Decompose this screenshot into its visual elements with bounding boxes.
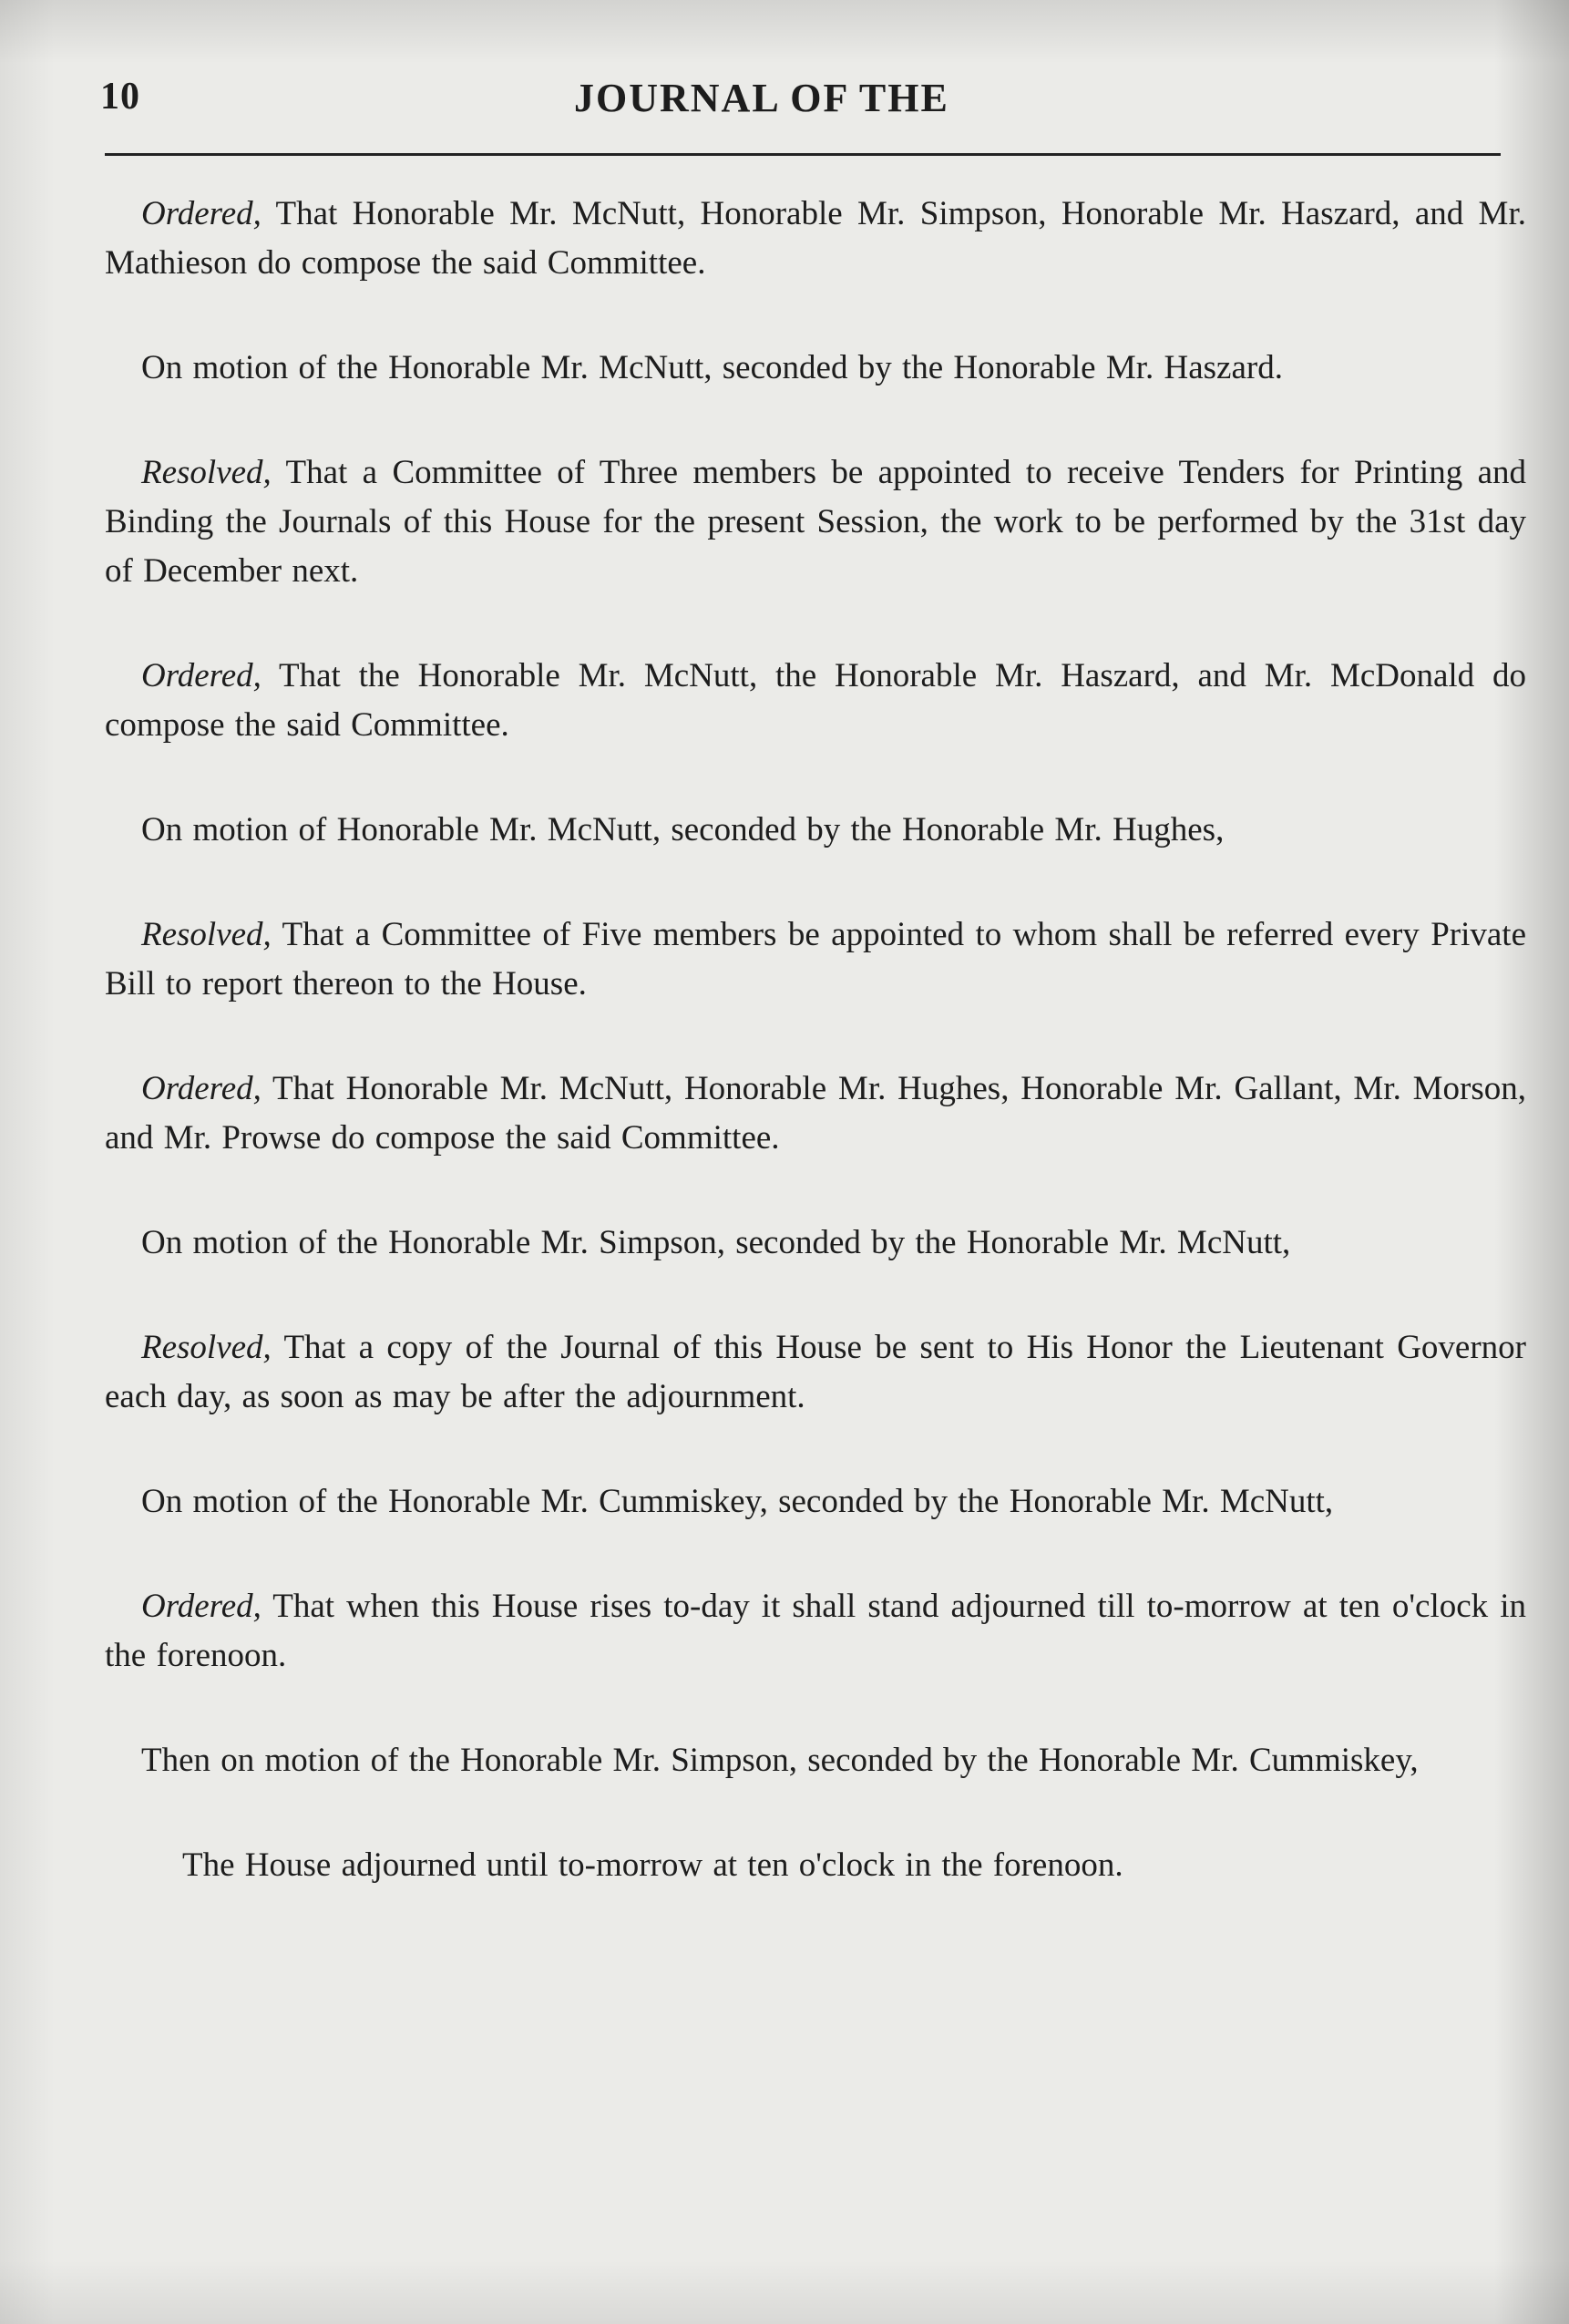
paragraph-resolved-tenders xyxy=(105,448,1526,596)
paragraph-ordered-adjournment xyxy=(105,1582,1526,1681)
paragraph-ordered-committee-2 xyxy=(105,652,1526,750)
paragraph-text: That Honorable Mr. McNutt, Honorable Mr. Hughes, Honorable Mr. Gallant, Mr. Morson, and Mr. Prowse do compose the said Committee. xyxy=(105,1070,1526,1157)
paragraph-text: On motion of the Honorable Mr. Simpson, seconded by the Honorable Mr. McNutt, xyxy=(141,1224,1291,1261)
paragraph-text: That when this House rises to-day it shall stand adjourned till to-morrow at ten o'clock in the forenoon. xyxy=(105,1588,1526,1674)
paragraph-motion-1 xyxy=(105,344,1526,393)
paragraph-ordered-committee-3 xyxy=(105,1064,1526,1163)
paragraph-house-adjourned xyxy=(105,1841,1526,1890)
paragraph-lead: Resolved, xyxy=(141,1329,272,1366)
paragraph-text: On motion of Honorable Mr. McNutt, seconded by the Honorable Mr. Hughes, xyxy=(141,811,1225,848)
paragraph-lead: Resolved, xyxy=(141,916,272,953)
running-title: JOURNAL OF THE xyxy=(574,76,949,120)
paragraph-motion-2 xyxy=(105,806,1526,855)
paragraph-lead: Ordered, xyxy=(141,195,262,232)
paragraph-lead: Resolved, xyxy=(141,454,272,491)
paragraph-ordered-committee-1 xyxy=(105,190,1526,288)
paragraph-text: Then on motion of the Honorable Mr. Simpson, seconded by the Honorable Mr. Cummiskey, xyxy=(141,1742,1419,1779)
paragraph-motion-3 xyxy=(105,1219,1526,1268)
paragraph-lead: Ordered, xyxy=(141,657,262,694)
paragraph-text: On motion of the Honorable Mr. Cummiskey, seconded by the Honorable Mr. McNutt, xyxy=(141,1483,1334,1520)
paragraph-resolved-journal-copy xyxy=(105,1323,1526,1422)
paragraph-text: That a Committee of Three members be appointed to receive Tenders for Printing and Binding the Journals of this House for the present Session, the work to be performed by the 31st day of December next. xyxy=(105,454,1526,590)
paragraph-motion-5 xyxy=(105,1736,1526,1785)
paragraph-text: That a copy of the Journal of this House be sent to His Honor the Lieutenant Governor each day, as soon as may be after the adjournment. xyxy=(105,1329,1526,1415)
journal-body xyxy=(105,190,1526,1946)
paragraph-text: That the Honorable Mr. McNutt, the Honorable Mr. Haszard, and Mr. McDonald do compose the said Committee. xyxy=(105,657,1526,744)
paragraph-lead: Ordered, xyxy=(141,1588,262,1625)
paragraph-lead: Ordered, xyxy=(141,1070,262,1107)
paragraph-text: That a Committee of Five members be appointed to whom shall be referred every Private Bill to report thereon to the House. xyxy=(105,916,1526,1003)
paragraph-text: On motion of the Honorable Mr. McNutt, seconded by the Honorable Mr. Haszard. xyxy=(141,349,1283,386)
paragraph-text: That Honorable Mr. McNutt, Honorable Mr. Simpson, Honorable Mr. Haszard, and Mr. Mathieson do compose the said Committee. xyxy=(105,195,1526,282)
paragraph-text: The House adjourned until to-morrow at ten o'clock in the forenoon. xyxy=(182,1846,1123,1884)
paragraph-resolved-private-bills xyxy=(105,910,1526,1009)
page-header xyxy=(100,75,1503,139)
page-number: 10 xyxy=(100,76,140,118)
header-rule xyxy=(105,153,1501,156)
paragraph-motion-4 xyxy=(105,1477,1526,1527)
